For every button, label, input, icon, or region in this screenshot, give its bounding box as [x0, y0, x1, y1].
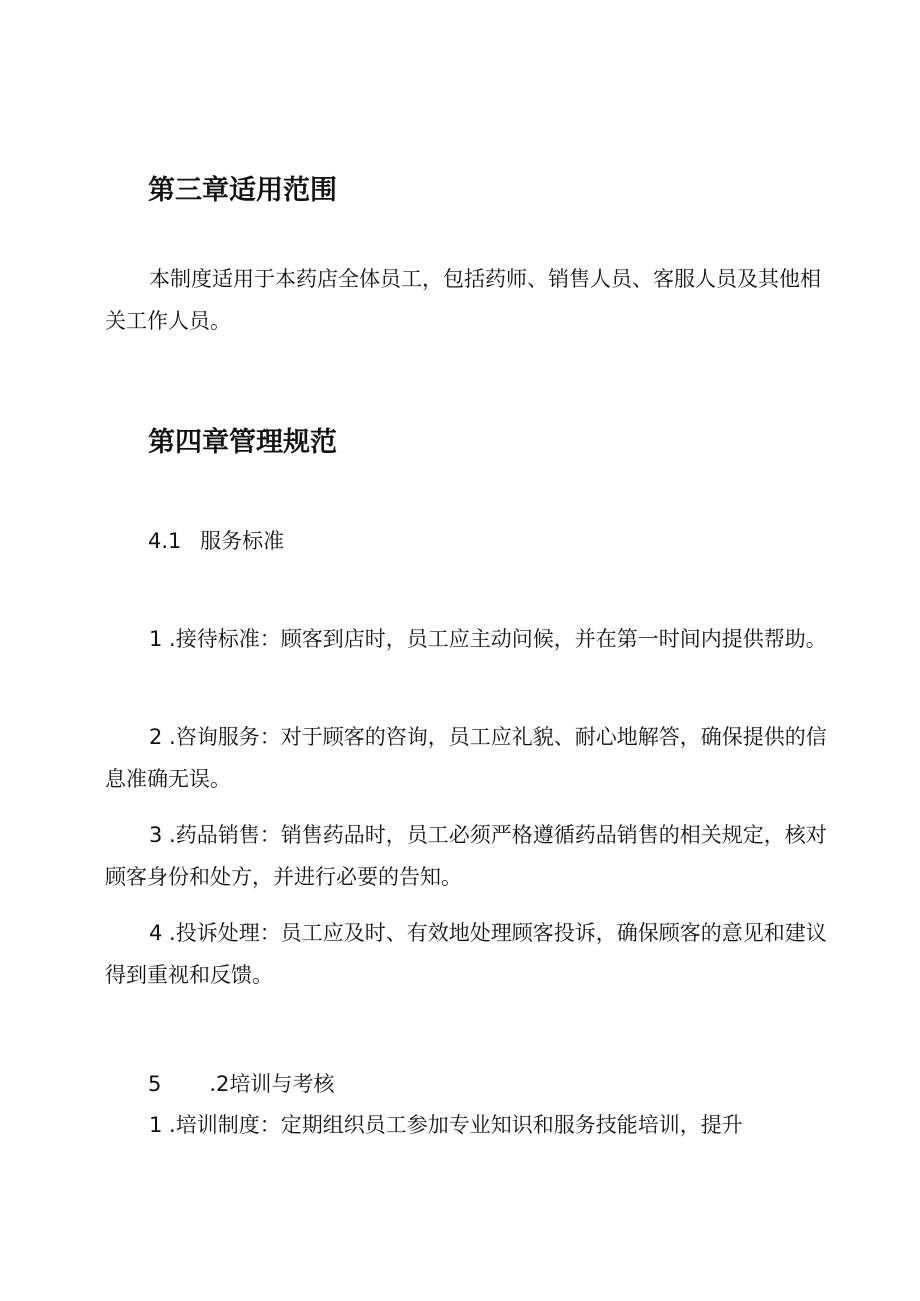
list-item-text: 接待标准：顾客到店时，员工应主动问候，并在第一时间内提供帮助。: [175, 627, 827, 651]
list-marker: 3 .: [149, 823, 176, 847]
list-marker: 1 .: [149, 1113, 176, 1137]
list-item-text: 培训制度：定期组织员工参加专业知识和服务技能培训，提升: [175, 1113, 743, 1137]
chapter3-title: 第三章适用范围: [148, 175, 337, 206]
section-number: 5: [148, 1072, 162, 1096]
list-item: [105, 1104, 827, 1146]
list-item: [105, 814, 827, 898]
section-title: .2培训与考核: [209, 1072, 335, 1096]
list-item: [105, 618, 827, 660]
section-4-1-heading: [148, 525, 284, 555]
section-title: 服务标准: [200, 529, 285, 553]
list-marker: 1 .: [149, 627, 176, 651]
list-item-text: 投诉处理：员工应及时、有效地处理顾客投诉，确保顾客的意见和建议得到重视和反馈。: [105, 921, 827, 987]
list-marker: 4 .: [149, 921, 176, 945]
section-4-2-heading: [148, 1068, 334, 1098]
list-item: [105, 716, 827, 800]
section-number: 4.1: [148, 529, 182, 553]
list-item: [105, 912, 827, 996]
chapter4-title: 第四章管理规范: [148, 427, 337, 458]
chapter3-body: 本制度适用于本药店全体员工，包括药师、销售人员、客服人员及其他相关工作人员。: [105, 267, 821, 333]
list-item-text: 药品销售：销售药品时，员工必须严格遵循药品销售的相关规定，核对顾客身份和处方，并进行必要的告知。: [105, 823, 827, 889]
list-marker: 2 .: [149, 725, 176, 749]
list-item-text: 咨询服务：对于顾客的咨询，员工应礼貌、耐心地解答，确保提供的信息准确无误。: [105, 725, 827, 791]
